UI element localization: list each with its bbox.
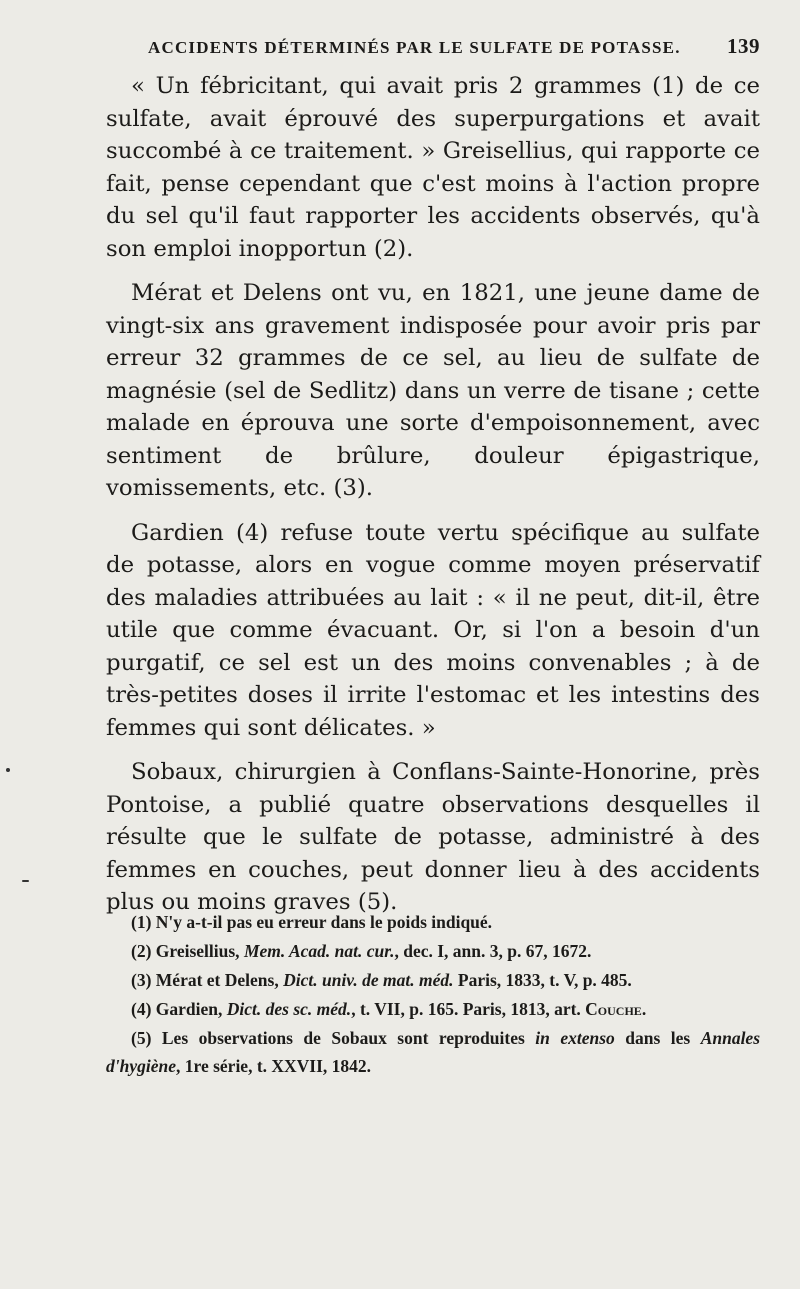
footnote-4-ref: , t. VII, p. 165. Paris, 1813, art. xyxy=(351,999,586,1019)
footnote-5 xyxy=(106,1024,760,1080)
footnote-3-author: (3) Mérat et Delens, xyxy=(131,970,284,990)
footnote-1 xyxy=(106,908,760,936)
footnote-2-source: Mem. Acad. nat. cur. xyxy=(243,941,395,961)
footnote-5-journal: Annales d'hygiène xyxy=(106,1028,761,1076)
footnote-5-in-extenso: in extenso xyxy=(535,1028,615,1048)
page-number: 139 xyxy=(727,34,760,58)
footnotes xyxy=(106,908,760,1081)
footnote-2-ref: , dec. I, ann. 3, p. 67, 1672. xyxy=(394,941,592,961)
footnote-5-mid: dans les xyxy=(614,1028,701,1048)
footnote-1-text: (1) N'y a-t-il pas eu erreur dans le poids indiqué. xyxy=(131,912,493,932)
footnote-4 xyxy=(106,995,760,1023)
footnote-3-source: Dict. univ. de mat. méd. xyxy=(283,970,454,990)
paragraph-3: Gardien (4) refuse toute vertu spécifique au sulfate de potasse, alors en vogue comme moyen préservatif des maladies attribuées au lait : « il ne peut, dit-il, être utile que comme évacuant. Or, si l'on a besoin d'un purgatif, ce sel est un des moins convenables ; à de très-petites doses il irrite l'estomac et les intestins des femmes qui sont délicates. » xyxy=(106,519,760,741)
running-header xyxy=(148,34,760,59)
main-text xyxy=(106,70,760,931)
footnote-2-author: (2) Greisellius, xyxy=(131,941,244,961)
footnote-4-article: Couche. xyxy=(585,999,647,1019)
footnote-3-ref: Paris, 1833, t. V, p. 485. xyxy=(453,970,632,990)
footnote-4-source: Dict. des sc. méd. xyxy=(226,999,352,1019)
footnote-5-lead: (5) Les observations de Sobaux sont reproduites xyxy=(131,1028,536,1048)
paragraph-1: « Un fébricitant, qui avait pris 2 grammes (1) de ce sulfate, avait éprouvé des superpurgations et avait succombé à ce traitement. » Greisellius, qui rapporte ce fait, pense cependant que c'est moins à l'action propre du sel qu'il faut rapporter les accidents observés, qu'à son emploi inopportun (2). xyxy=(106,73,760,262)
paragraph-2: Mérat et Delens ont vu, en 1821, une jeune dame de vingt-six ans gravement indisposée pour avoir pris par erreur 32 grammes de ce sel, au lieu de sulfate de magnésie (sel de Sedlitz) dans un verre de tisane ; cette malade en éprouva une sorte d'empoisonnement, avec sentiment de brûlure, douleur épigastrique, vomissements, etc. (3). xyxy=(106,280,760,501)
margin-speck xyxy=(6,768,10,772)
footnote-2 xyxy=(106,937,760,965)
footnote-5-ref: , 1re série, t. XXVII, 1842. xyxy=(176,1056,372,1076)
running-title: ACCIDENTS DÉTERMINÉS PAR LE SULFATE DE POTASSE. xyxy=(148,38,681,57)
paragraph-4: Sobaux, chirurgien à Conflans-Sainte-Honorine, près Pontoise, a publié quatre observations desquelles il résulte que le sulfate de potasse, administré à des femmes en couches, peut donner lieu à des accidents plus ou moins graves (5). xyxy=(106,759,760,915)
footnote-3 xyxy=(106,966,760,994)
margin-speck xyxy=(22,880,29,882)
footnote-4-author: (4) Gardien, xyxy=(131,999,227,1019)
